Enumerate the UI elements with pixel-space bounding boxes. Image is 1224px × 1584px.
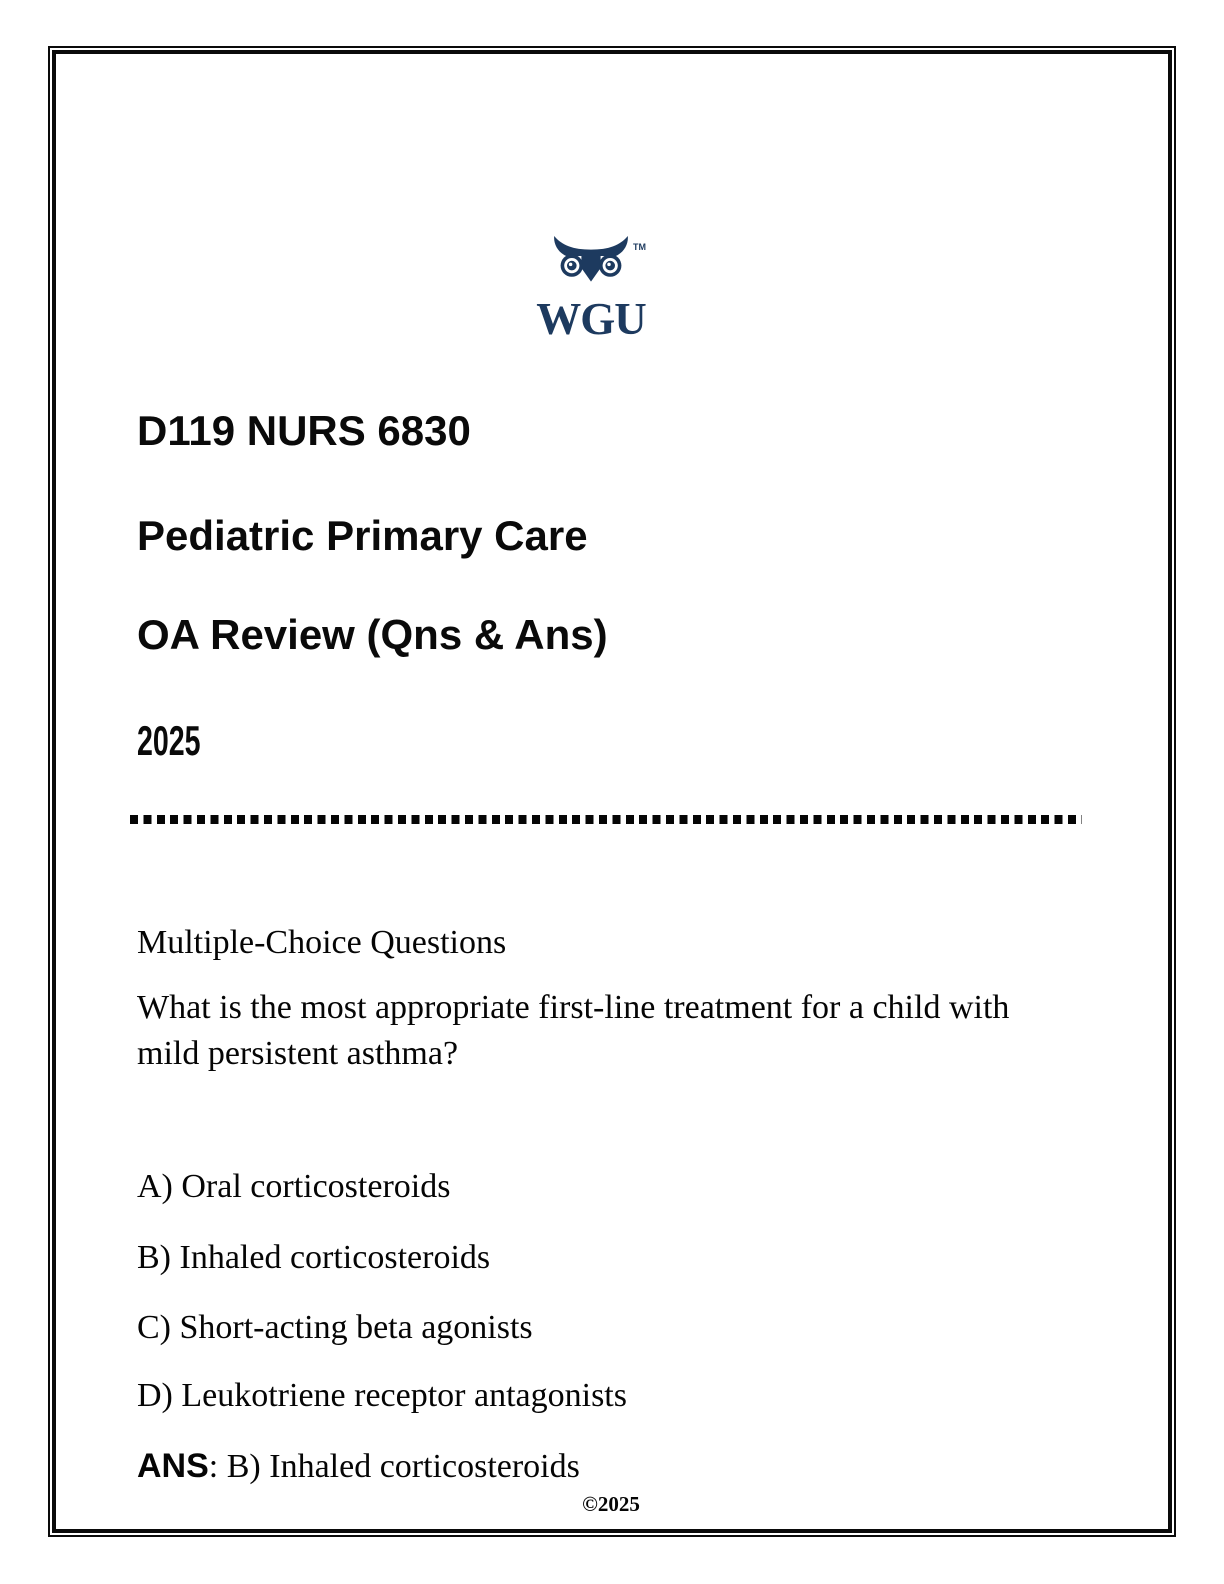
year-text: 2025	[137, 717, 201, 764]
year-heading	[137, 717, 1085, 765]
trademark-symbol: TM	[633, 242, 646, 252]
option-b: B) Inhaled corticosteroids	[137, 1239, 491, 1276]
page-content	[137, 0, 1085, 1517]
question-line-2: mild persistent asthma?	[137, 1035, 459, 1072]
dotted-divider	[130, 815, 1082, 824]
answer-text: : B) Inhaled corticosteroids	[208, 1448, 580, 1485]
course-name-heading: Pediatric Primary Care	[137, 512, 588, 559]
option-d: D) Leukotriene receptor antagonists	[137, 1377, 627, 1414]
course-code-heading: D119 NURS 6830	[137, 407, 471, 454]
option-c: C) Short-acting beta agonists	[137, 1309, 533, 1346]
answer-label: ANS	[137, 1447, 209, 1485]
copyright-footer: ©2025	[582, 1492, 640, 1516]
question-text	[137, 985, 1085, 1077]
section-heading: Multiple-Choice Questions	[137, 924, 507, 961]
owl-logo-box	[551, 236, 646, 286]
owl-icon	[551, 236, 631, 284]
doc-type-heading: OA Review (Qns & Ans)	[137, 611, 608, 658]
option-a: A) Oral corticosteroids	[137, 1168, 451, 1205]
answer-line	[137, 1443, 1085, 1490]
wgu-logo	[117, 236, 1065, 344]
question-line-1: What is the most appropriate first-line treatment for a child with	[137, 989, 1010, 1026]
owl-beak	[581, 252, 600, 282]
wgu-wordmark: WGU	[536, 294, 646, 344]
